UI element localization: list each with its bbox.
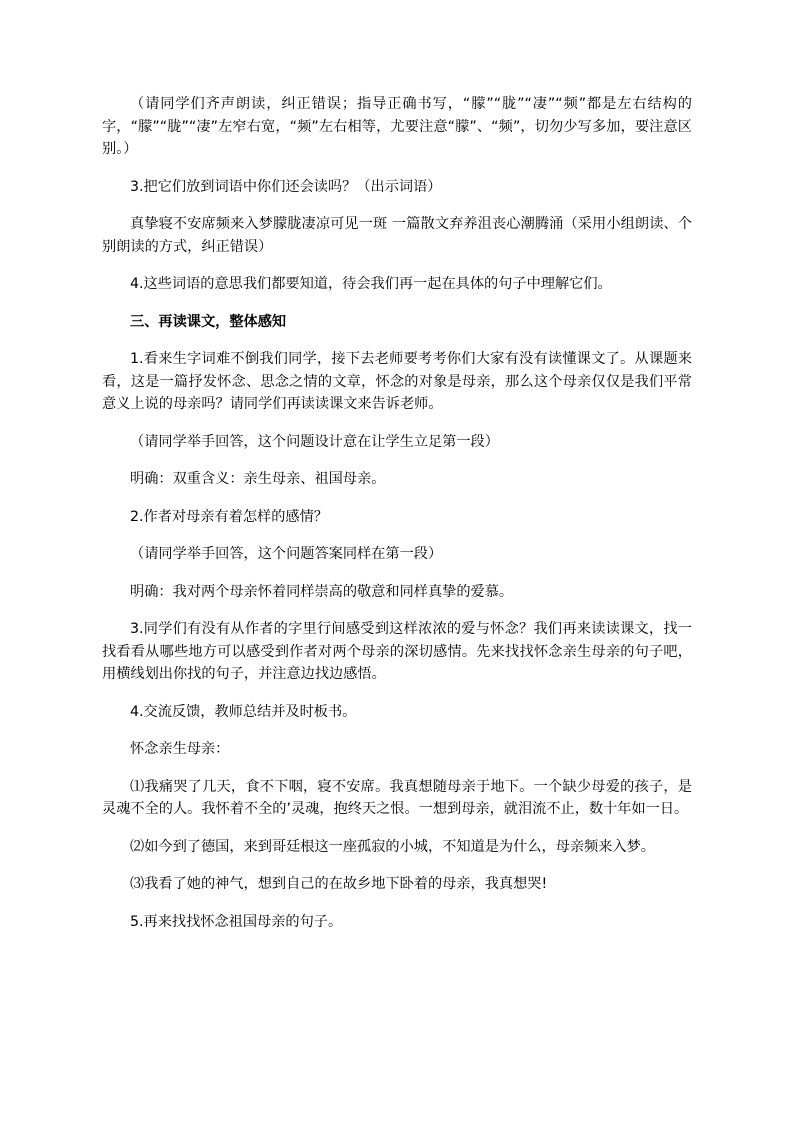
paragraph-question-1: 1.看来生字词难不倒我们同学，接下去老师要考考你们大家有没有读懂课文了。从课题来看，这是一篇抒发怀念、思念之情的文章，怀念的对象是母亲，那么这个母亲仅仅是我们平常意义上说的母亲吗？请同学们再读读课文来告诉老师。	[102, 351, 692, 412]
paragraph-answer-2: 明确：我对两个母亲怀着同样崇高的敬意和同样真挚的爱慕。	[130, 583, 514, 600]
paragraph-quote-1: ⑴我痛哭了几天，食不下咽，寝不安席。我真想随母亲于地下。一个缺少母爱的孩子，是灵魂不全的人。我怀着不全的’灵魂，抱终天之恨。一想到母亲，就泪流不止，数十年如一日。	[102, 778, 692, 817]
paragraph-correction-note: （请同学们齐声朗读，纠正错误；指导正确书写，“朦”“胧”“凄”“频”都是左右结构的字，“朦”“胧”“凄”左窄右宽，“频”左右相等，尤要注意“朦”、“频”，切勿少写多加，要注意区别。）	[102, 96, 692, 157]
paragraph-quote-2: ⑵如今到了德国，来到哥廷根这一座孤寂的小城，不知道是为什么，母亲频来入梦。	[130, 838, 655, 855]
paragraph-answer-1: 明确：双重含义：亲生母亲、祖国母亲。	[130, 471, 386, 487]
paragraph-note-2: （请同学举手回答，这个问题答案同样在第一段）	[130, 546, 443, 562]
paragraph-note-1: （请同学举手回答，这个问题设计意在让学生立足第一段）	[130, 433, 499, 450]
paragraph-step-5: 5.再来找找怀念祖国母亲的句子。	[130, 913, 343, 930]
paragraph-word-list: 真挚寝不安席频来入梦朦胧凄凉可见一斑 一篇散文弃养沮丧心潮腾涌（采用小组朗读、个别朗读的方式，纠正错误）	[102, 216, 692, 255]
paragraph-step-4-feedback: 4.交流反馈，教师总结并及时板书。	[130, 703, 357, 720]
paragraph-subheading-mother: 怀念亲生母亲：	[130, 741, 230, 757]
paragraph-quote-3: ⑶我看了她的神气，想到自己的在故乡地下卧着的母亲，我真想哭!	[130, 876, 548, 892]
paragraph-step-4: 4.这些词语的意思我们都要知道，待会我们再一起在具体的句子中理解它们。	[130, 276, 612, 292]
section-heading: 三、再读课文，整体感知	[130, 313, 287, 330]
document-body	[102, 93, 692, 948]
paragraph-question-3: 3.同学们有没有从作者的字里行间感受到这样浓浓的爱与怀念？我们再来读读课文，找一找看看从哪些地方可以感受到作者对两个母亲的深切感情。先来找找怀念亲生母亲的句子吧，用横线划出你找的句子，并注意边找边感悟。	[102, 621, 692, 682]
paragraph-question-2: 2.作者对母亲有着怎样的感情？	[130, 508, 328, 525]
paragraph-step-3: 3.把它们放到词语中你们还会读吗？（出示词语）	[130, 178, 442, 195]
